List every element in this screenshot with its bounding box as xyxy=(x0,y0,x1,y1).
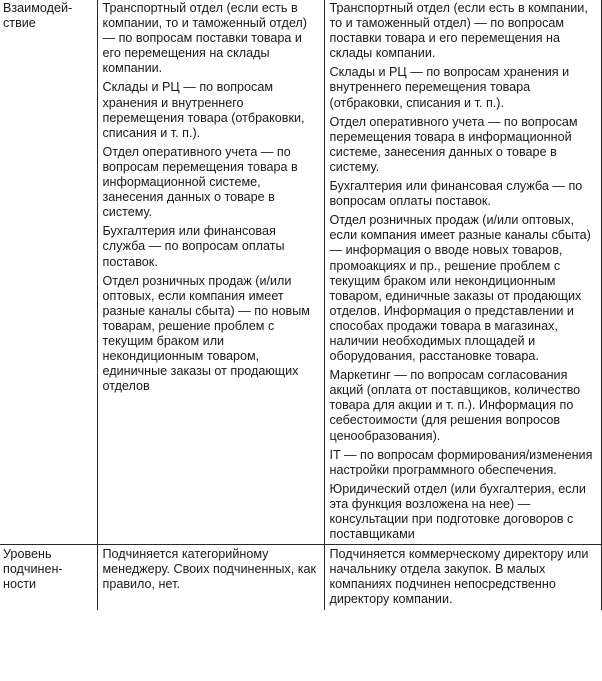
row-label-line: Взаимодей- xyxy=(3,1,73,15)
row-label-cell xyxy=(0,0,97,545)
row-label-line: подчинен- xyxy=(3,562,63,577)
paragraph: Отдел оперативного учета — по вопросам перемещения товара в информационной системе, занесения данных о товаре в систему. xyxy=(102,144,298,220)
row-label-cell xyxy=(0,545,97,610)
paragraph: Юридический отдел (или бухгалтерия, если эта функция возложена на нее) — консультации при подготовке договоров с поставщиками xyxy=(329,481,586,542)
row-label-line: ствие xyxy=(3,16,36,31)
paragraph: Отдел оперативного учета — по вопросам перемещения товара в информационной системе, занесения данных о товаре в систему. xyxy=(329,114,578,174)
paragraph: Транспортный отдел (если есть в компании, то и таможенный отдел) — по вопросам поставки товара и его перемещения на склады компании. xyxy=(102,1,307,76)
paragraph: Бухгалтерия или финансовая служба — по вопросам оплаты поставок. xyxy=(102,224,285,269)
row-subordination xyxy=(0,545,601,610)
row-label-line: ности xyxy=(3,577,37,592)
col3-cell xyxy=(324,545,601,610)
paragraph: Отдел розничных продаж (и/или оптовых, если компания имеет разные каналы сбыта) — по новым товарам, решение проблем с текущим браком или некондиционным товаром, единичные заказы от продающих отделов xyxy=(102,273,310,394)
col2-cell xyxy=(97,0,324,545)
paragraph: Отдел розничных продаж (и/или оптовых, если компания имеет разные каналы сбыта) — информация о вводе новых товаров, промоакциях и пр., решение проблем с текущим браком или некондиционным товаром, единичные заказы от продающих отделов. Информация о представлении и способах продажи товара в магазинах, наличии необходимых площадей и оборудования, расстановке товара. xyxy=(329,213,591,364)
row-label-line: Уровень xyxy=(3,547,52,562)
paragraph: Подчиняется коммерческому директору или начальнику отдела закупок. В малых компаниях подчинен непосредственно директору компании. xyxy=(329,547,589,607)
paragraph: Склады и РЦ — по вопросам хранения и внутреннего перемещения товара (отбраковки, списания и т. п.). xyxy=(102,80,305,140)
paragraph: Бухгалтерия или финансовая служба — по вопросам оплаты поставок. xyxy=(329,179,583,209)
paragraph: Склады и РЦ — по вопросам хранения и внутреннего перемещения товара (отбраковки, списания и т. п.). xyxy=(329,65,570,110)
col3-cell xyxy=(324,0,601,545)
paragraph: Транспортный отдел (если есть в компании, то и таможенный отдел) — по вопросам поставки товара и его перемещения на склады компании. xyxy=(329,1,588,61)
paragraph: IT — по вопросам формирования/изменения настройки программного обеспечения. xyxy=(329,447,593,477)
paragraph: Маркетинг — по вопросам согласования акций (оплата от поставщиков, количество товара для акции и т. п.). Информация по себестоимости (для решения вопросов ценообразования). xyxy=(329,368,581,443)
paragraph: Подчиняется категорийному менеджеру. Своих подчиненных, как правило, нет. xyxy=(102,547,317,592)
col2-cell xyxy=(97,545,324,610)
